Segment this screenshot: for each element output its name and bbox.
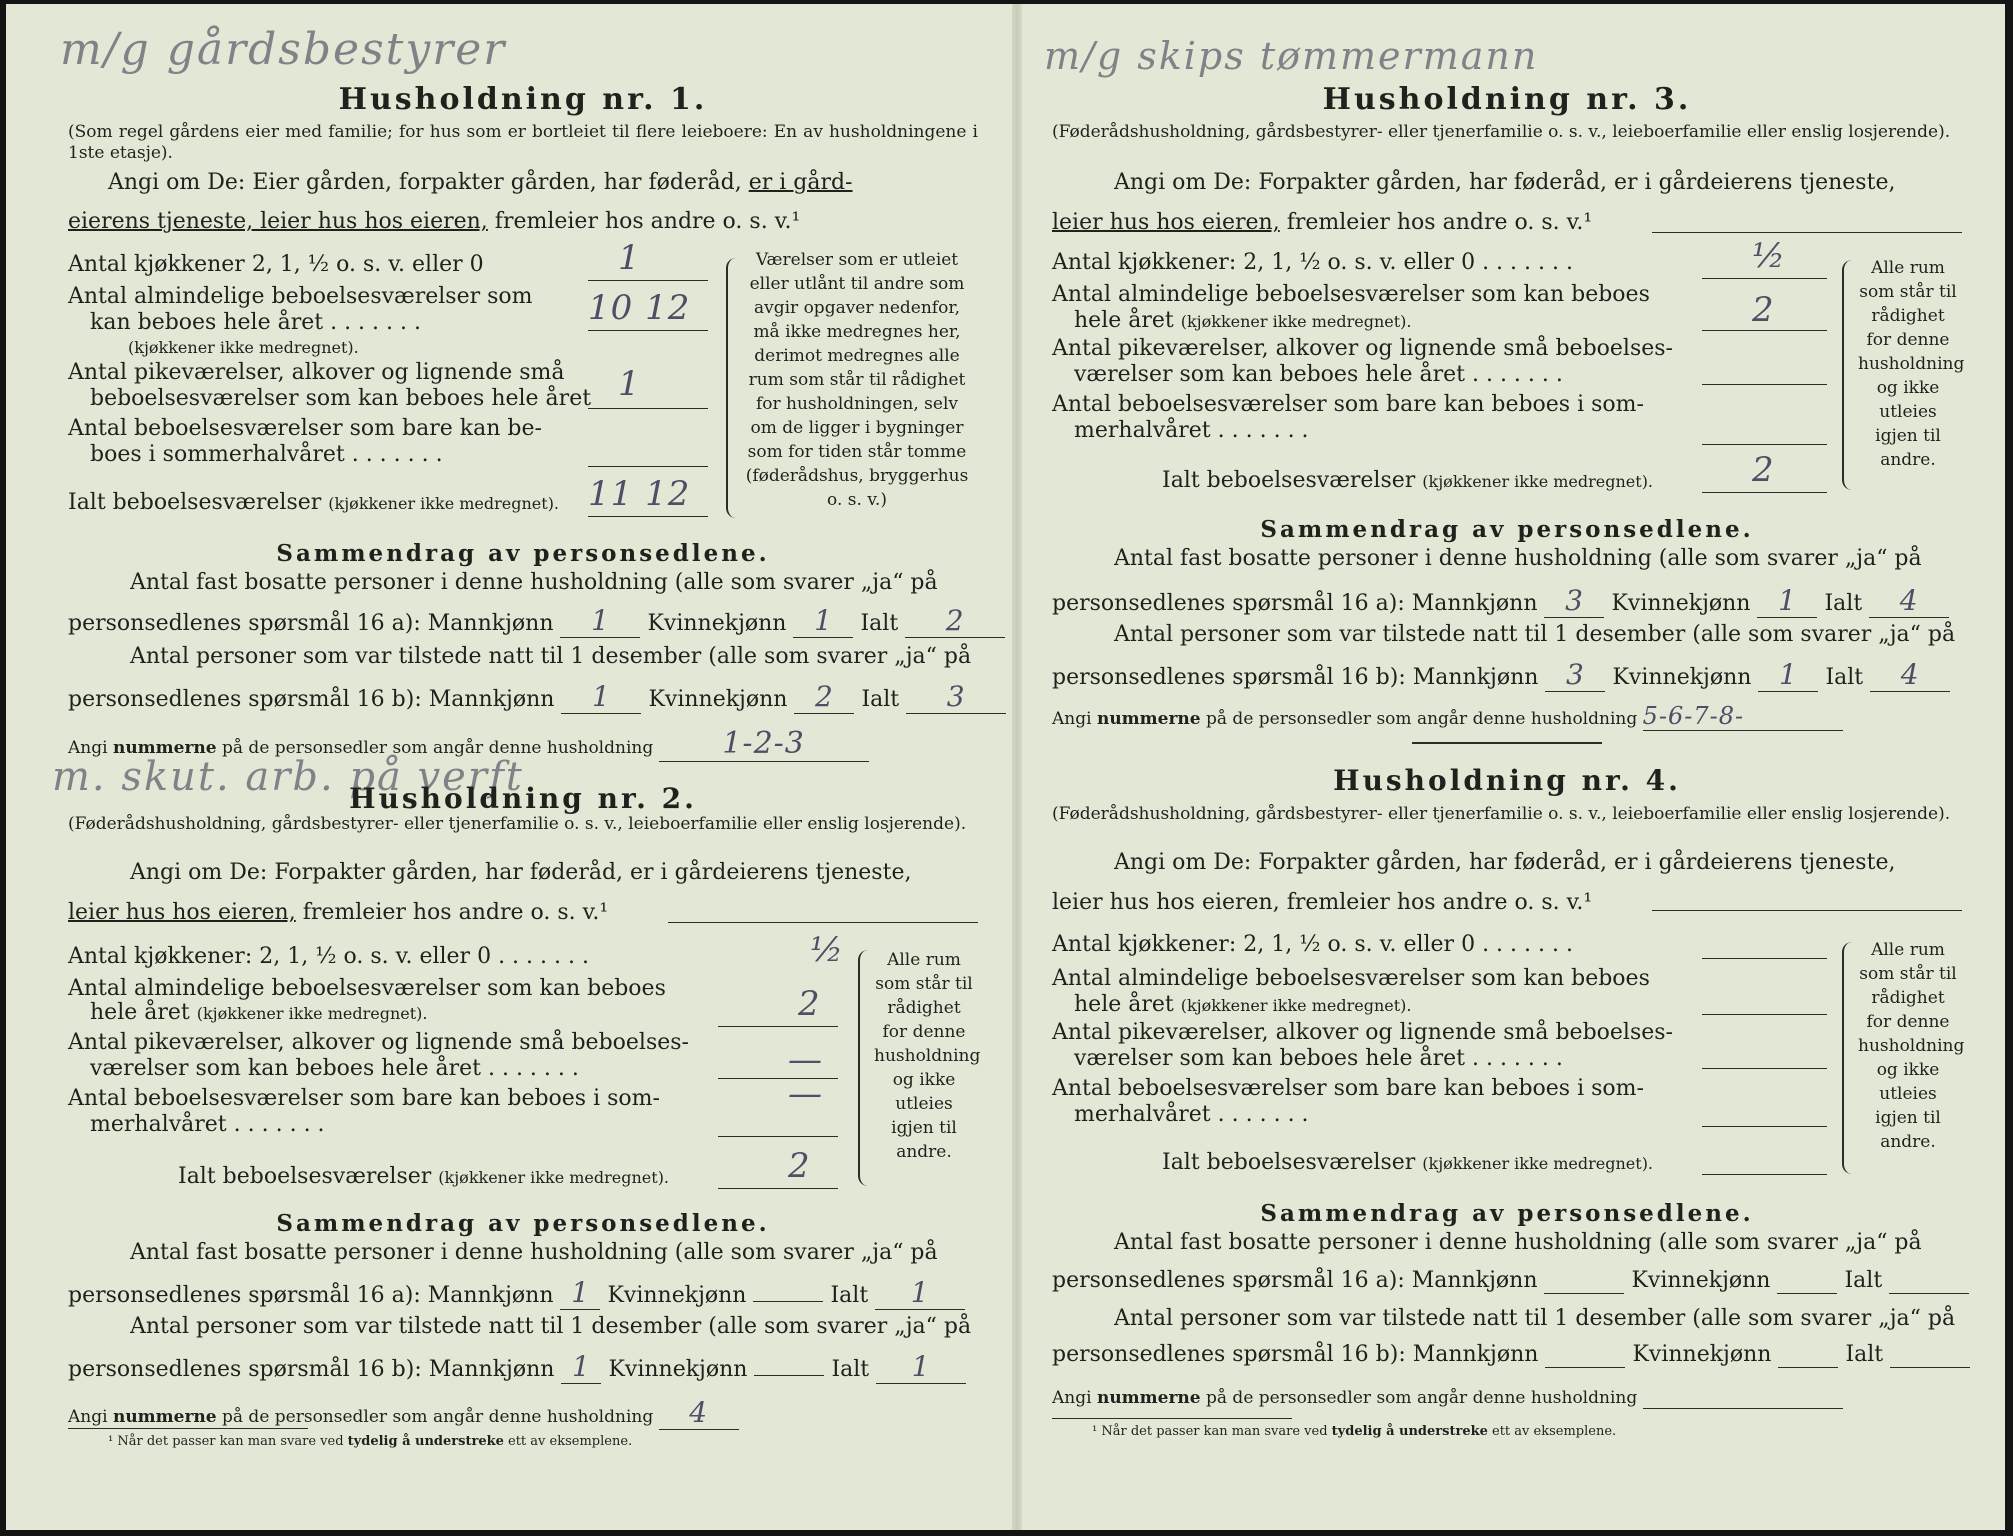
h1-kjokken-value: 1 — [618, 238, 641, 278]
h1-ialt-small: (kjøkkener ikke medregnet). — [328, 494, 560, 513]
h2-sommer-dots: . . . . . . . — [233, 1112, 325, 1137]
h2-alm-line — [718, 1026, 838, 1027]
h4-til-ialt — [1890, 1342, 1970, 1368]
h4-kjokken-text: Antal kjøkkener: 2, 1, ½ o. s. v. eller 0 — [1052, 932, 1476, 957]
household-3-title — [1052, 82, 1962, 117]
h2-numre-bold: nummerne — [112, 1407, 217, 1427]
h1-pike-line — [588, 408, 708, 409]
h1-angi-underlined-2: eierens tjeneste, leier hus hos eieren, — [68, 209, 488, 234]
h3-summary-title: Sammendrag av personsedlene. — [1260, 516, 1754, 543]
h4-ialt-line — [1702, 1174, 1827, 1175]
h2-til-kvinne — [754, 1375, 824, 1376]
h3-kjokken-dots: . . . . . . . — [1482, 250, 1573, 275]
h1-alm-label-3: (kjøkkener ikke medregnet). — [128, 338, 359, 357]
h1-tilstede-label: Antal personer som var tilstede natt til 1 desember (alle som svarer „ja“ på — [130, 644, 972, 669]
h4-pike-dots: . . . . . . . — [1471, 1046, 1563, 1071]
h2-angi-line — [668, 922, 978, 923]
h3-sommer-label-2 — [1074, 418, 1309, 443]
h3-til-ialt: 4 — [1870, 658, 1950, 692]
h3-angi-underlined: leier hus hos eieren, — [1052, 210, 1280, 235]
h2-sommer-line — [718, 1136, 838, 1137]
h3-ialt-value: 2 — [1752, 450, 1775, 490]
h2-side-note: Alle rum som står til rådighet for denne husholdning og ikke utleies igjen til andre. — [874, 950, 981, 1162]
h2-pike-text: værelser som kan beboes hele året — [90, 1056, 481, 1081]
household-2-title — [68, 782, 978, 815]
h3-kjokken-value: ½ — [1752, 236, 1786, 276]
h3-numre-pre: Angi — [1052, 709, 1092, 729]
h3-sommer-text: merhalvåret — [1074, 418, 1211, 443]
h3-ialt-small: (kjøkkener ikke medregnet). — [1422, 472, 1654, 491]
h1-numre-pre: Angi — [68, 738, 108, 758]
right-footnote-bold: tydelig å understreke — [1331, 1424, 1488, 1439]
h4-til-kvinne — [1778, 1342, 1838, 1368]
h3-numre-row — [1052, 702, 1843, 731]
h1-alm-line — [588, 330, 708, 331]
h2-pike-dots: . . . . . . . — [487, 1056, 579, 1081]
h3-alm-value: 2 — [1752, 290, 1775, 330]
h1-q16b-label: personsedlenes spørsmål 16 b): Mannkjønn — [68, 687, 555, 712]
h4-numre-pre: Angi — [1052, 1388, 1092, 1408]
household-3-heading: Husholdning nr. 3. — [1322, 82, 1692, 117]
h1-til-kvinne-label: Kvinnekjønn — [648, 687, 788, 712]
h2-til-kvinne-label: Kvinnekjønn — [608, 1357, 748, 1382]
h1-alm-label-2-text: kan beboes hele året — [90, 310, 324, 335]
h3-sommer-label-1: Antal beboelsesværelser som bare kan beboes i som- — [1052, 392, 1644, 417]
h2-til-ialt: 1 — [876, 1350, 966, 1384]
h4-side-brace — [1842, 942, 1858, 1174]
h2-kjokken-dots: . . . . . . . — [498, 944, 589, 969]
h4-q16a-row — [1052, 1268, 1969, 1294]
h4-ialt-text: Ialt beboelsesværelser — [1162, 1150, 1416, 1175]
h3-tilstede-label: Antal personer som var tilstede natt til 1 desember (alle som svarer „ja“ på — [1114, 622, 1956, 647]
h2-ialt-line — [718, 1188, 838, 1189]
h4-fast-ialt-label: Ialt — [1844, 1268, 1883, 1293]
h3-ialt-label — [1162, 468, 1653, 493]
h2-angi-line2 — [68, 900, 608, 925]
left-footnote-pre: ¹ Når det passer kan man svare ved — [108, 1434, 344, 1449]
h1-til-mann: 1 — [561, 680, 641, 714]
h2-ialt-text: Ialt beboelsesværelser — [178, 1164, 432, 1189]
h4-alm-text: hele året — [1074, 992, 1174, 1017]
h3-fast-label: Antal fast bosatte personer i denne husholdning (alle som svarer „ja“ på — [1114, 546, 1922, 571]
h3-fast-mann: 3 — [1544, 584, 1604, 618]
h1-sommer-dots: . . . . . . . — [351, 442, 443, 467]
household-4-note: (Føderådshusholdning, gårdsbestyrer- eller tjenerfamilie o. s. v., leieboerfamilie eller enslig losjerende). — [1052, 804, 1951, 824]
h1-angi-underlined: er i gård- — [748, 170, 853, 195]
h1-angi-line1 — [108, 170, 853, 195]
h1-sommer-text: boes i sommerhalvåret — [90, 442, 345, 467]
h1-pike-label-2: beboelsesværelser som kan beboes hele året — [90, 386, 592, 411]
h2-numre-post: på de personsedler som angår denne husholdning — [222, 1407, 654, 1427]
h2-pike-label-1: Antal pikeværelser, alkover og lignende små beboelses- — [68, 1030, 689, 1055]
h3-numre-value: 5-6-7-8- — [1643, 702, 1843, 731]
h2-angi-post: fremleier hos andre o. s. v.¹ — [302, 900, 609, 925]
h2-kjokken-label — [68, 944, 589, 969]
h1-fast-ialt-label: Ialt — [860, 611, 899, 636]
h1-pike-label-1: Antal pikeværelser, alkover og lignende små — [68, 360, 565, 385]
household-3-note: (Føderådshusholdning, gårdsbestyrer- eller tjenerfamilie o. s. v., leieboerfamilie eller enslig losjerende). — [1052, 122, 1951, 142]
h2-kjokken-value: ½ — [810, 930, 844, 970]
h1-numre-post: på de personsedler som angår denne husholdning — [222, 738, 654, 758]
h3-alm-line — [1702, 330, 1827, 331]
h1-alm-label-1: Antal almindelige beboelsesværelser som — [68, 284, 533, 309]
h3-sommer-line — [1702, 444, 1827, 445]
h2-angi-underlined: leier hus hos eieren, — [68, 900, 296, 925]
h4-sommer-dots: . . . . . . . — [1217, 1102, 1309, 1127]
h4-angi-line2 — [1052, 890, 1592, 915]
h3-ialt-text: Ialt beboelsesværelser — [1162, 468, 1416, 493]
h3-til-kvinne: 1 — [1758, 658, 1818, 692]
h2-pike-label-2 — [90, 1056, 579, 1081]
h3-q16a-row — [1052, 584, 1949, 618]
h2-ialt-small: (kjøkkener ikke medregnet). — [438, 1168, 670, 1187]
h1-q16a-label: personsedlenes spørsmål 16 a): Mannkjønn — [68, 611, 554, 636]
right-footnote-rule — [1052, 1418, 1292, 1419]
h4-til-mann — [1545, 1342, 1625, 1368]
household-1-title — [68, 82, 978, 117]
h1-kjokken-line — [588, 280, 708, 281]
h2-pike-value: — — [788, 1040, 823, 1080]
household-4-heading: Husholdning nr. 4. — [1333, 764, 1681, 797]
h1-side-brace — [726, 258, 742, 518]
h2-q16b-label: personsedlenes spørsmål 16 b): Mannkjønn — [68, 1357, 555, 1382]
h3-til-mann: 3 — [1545, 658, 1605, 692]
h3-fast-kvinne-label: Kvinnekjønn — [1611, 591, 1751, 616]
h3-alm-text: hele året — [1074, 308, 1174, 333]
h4-alm-line — [1702, 1014, 1827, 1015]
h4-ialt-small: (kjøkkener ikke medregnet). — [1422, 1154, 1654, 1173]
h2-fast-ialt: 1 — [875, 1276, 965, 1310]
h1-ialt-label — [68, 490, 559, 515]
h2-q16a-row — [68, 1276, 965, 1310]
h1-fast-ialt: 2 — [905, 604, 1005, 638]
h4-angi-line1: Angi om De: Forpakter gården, har føderåd, er i gårdeierens tjeneste, — [1114, 850, 1896, 875]
h2-q16a-label: personsedlenes spørsmål 16 a): Mannkjønn — [68, 1283, 554, 1308]
h1-fast-label: Antal fast bosatte personer i denne husholdning (alle som svarer „ja“ på — [130, 570, 938, 595]
h1-kjokken-label: Antal kjøkkener 2, 1, ½ o. s. v. eller 0 — [68, 252, 484, 277]
handwritten-occupation-h3: m/g skips tømmermann — [1044, 34, 1539, 78]
h2-fast-label: Antal fast bosatte personer i denne husholdning (alle som svarer „ja“ på — [130, 1240, 938, 1265]
h2-q16b-row — [68, 1350, 966, 1384]
h1-summary-title: Sammendrag av personsedlene. — [276, 540, 770, 567]
right-footnote-pre: ¹ Når det passer kan man svare ved — [1092, 1424, 1328, 1439]
h4-alm-label-2 — [1074, 992, 1411, 1017]
h3-pike-label-1: Antal pikeværelser, alkover og lignende små beboelses- — [1052, 336, 1673, 361]
h1-pike-value: 1 — [618, 364, 641, 404]
h2-fast-kvinne — [753, 1301, 823, 1302]
h3-til-kvinne-label: Kvinnekjønn — [1612, 665, 1752, 690]
h2-numre-row — [68, 1396, 739, 1430]
h1-sommer-label-2 — [90, 442, 443, 467]
h1-fast-kvinne-label: Kvinnekjønn — [647, 611, 787, 636]
h1-q16a-row — [68, 604, 1005, 638]
h3-pike-line — [1702, 384, 1827, 385]
h2-summary-title: Sammendrag av personsedlene. — [276, 1210, 770, 1237]
h1-ialt-line — [588, 516, 708, 517]
h2-til-ialt-label: Ialt — [831, 1357, 870, 1382]
h4-fast-kvinne-label: Kvinnekjønn — [1631, 1268, 1771, 1293]
h4-til-kvinne-label: Kvinnekjønn — [1632, 1342, 1772, 1367]
h2-alm-label-1: Antal almindelige beboelsesværelser som kan beboes — [68, 976, 666, 1001]
h2-alm-value: 2 — [798, 984, 821, 1024]
h4-pike-text: værelser som kan beboes hele året — [1074, 1046, 1465, 1071]
h1-numre-value: 1-2-3 — [659, 726, 869, 762]
h2-tilstede-label: Antal personer som var tilstede natt til 1 desember (alle som svarer „ja“ på — [130, 1314, 972, 1339]
h3-pike-dots: . . . . . . . — [1471, 362, 1563, 387]
h4-numre-bold: nummerne — [1096, 1388, 1201, 1408]
h3-angi-line — [1652, 232, 1962, 233]
h4-alm-label-1: Antal almindelige beboelsesværelser som kan beboes — [1052, 966, 1650, 991]
h2-ialt-label — [178, 1164, 669, 1189]
h4-sommer-text: merhalvåret — [1074, 1102, 1211, 1127]
h3-pike-label-2 — [1074, 362, 1563, 387]
h2-side-brace — [858, 950, 874, 1186]
h3-q16b-label: personsedlenes spørsmål 16 b): Mannkjønn — [1052, 665, 1539, 690]
h3-sommer-dots: . . . . . . . — [1217, 418, 1309, 443]
h1-alm-value: 10 12 — [588, 288, 691, 328]
handwritten-occupation-h2: m. skut. arb. på verft — [52, 754, 524, 800]
h4-numre-value — [1643, 1388, 1843, 1409]
h4-angi-post: fremleier hos andre o. s. v.¹ — [1286, 890, 1593, 915]
h3-q16b-row — [1052, 658, 1950, 692]
h3-fast-ialt-label: Ialt — [1824, 591, 1863, 616]
right-footnote-post: ett av eksemplene. — [1492, 1424, 1617, 1439]
h2-sommer-label-2 — [90, 1112, 325, 1137]
household-1-note: (Som regel gårdens eier med familie; for hus som er bortleiet til flere leieboere: En av husholdningene i 1ste etasje). — [68, 122, 978, 163]
right-page — [1044, 4, 1965, 1530]
h2-alm-small: (kjøkkener ikke medregnet). — [196, 1004, 428, 1023]
left-footnote — [108, 1434, 632, 1449]
h4-alm-small: (kjøkkener ikke medregnet). — [1180, 996, 1412, 1015]
left-footnote-rule — [68, 1428, 308, 1429]
h3-fast-kvinne: 1 — [1757, 584, 1817, 618]
h4-q16b-row — [1052, 1342, 1970, 1368]
h2-numre-value: 4 — [659, 1396, 739, 1430]
h1-angi-text-2: fremleier hos andre o. s. v.¹ — [494, 209, 801, 234]
h2-kjokken-text: Antal kjøkkener: 2, 1, ½ o. s. v. eller 0 — [68, 944, 492, 969]
household-2-note: (Føderådshusholdning, gårdsbestyrer- eller tjenerfamilie o. s. v., leieboerfamilie eller enslig losjerende). — [68, 814, 967, 834]
h4-numre-post: på de personsedler som angår denne husholdning — [1206, 1388, 1638, 1408]
h3-numre-post: på de personsedler som angår denne husholdning — [1206, 709, 1638, 729]
h4-kjokken-line — [1702, 958, 1827, 959]
h4-fast-mann — [1544, 1268, 1624, 1294]
h4-sommer-label-1: Antal beboelsesværelser som bare kan beboes i som- — [1052, 1076, 1644, 1101]
h1-numre-bold: nummerne — [112, 738, 217, 758]
h3-angi-post: fremleier hos andre o. s. v.¹ — [1286, 210, 1593, 235]
h1-sommer-line — [588, 466, 708, 467]
h3-kjokken-text: Antal kjøkkener: 2, 1, ½ o. s. v. eller 0 — [1052, 250, 1476, 275]
census-form-sheet — [6, 4, 2005, 1530]
h2-til-mann: 1 — [561, 1350, 601, 1384]
h4-tilstede-label: Antal personer som var tilstede natt til 1 desember (alle som svarer „ja“ på — [1114, 1306, 1956, 1331]
h4-sommer-label-2 — [1074, 1102, 1309, 1127]
h4-pike-line — [1702, 1068, 1827, 1069]
h1-q16b-row — [68, 680, 1006, 714]
h4-sommer-line — [1702, 1126, 1827, 1127]
left-footnote-bold: tydelig å understreke — [347, 1434, 504, 1449]
left-footnote-post: ett av eksemplene. — [508, 1434, 633, 1449]
h1-til-ialt-label: Ialt — [861, 687, 900, 712]
h3-side-note: Alle rum som står til rådighet for denne husholdning og ikke utleies igjen til andre. — [1858, 258, 1965, 470]
h4-angi-line — [1652, 910, 1962, 911]
h4-ialt-label — [1162, 1150, 1653, 1175]
page-fold — [1012, 4, 1022, 1530]
h1-til-kvinne: 2 — [794, 680, 854, 714]
h1-fast-mann: 1 — [560, 604, 640, 638]
h3-kjokken-line — [1702, 278, 1827, 279]
h3-pike-text: værelser som kan beboes hele året — [1074, 362, 1465, 387]
h2-alm-label-2 — [90, 1000, 427, 1025]
h4-q16b-label: personsedlenes spørsmål 16 b): Mannkjønn — [1052, 1342, 1539, 1367]
h4-summary-title: Sammendrag av personsedlene. — [1260, 1200, 1754, 1227]
h2-fast-kvinne-label: Kvinnekjønn — [607, 1283, 747, 1308]
h3-kjokken-label — [1052, 250, 1573, 275]
h4-pike-label-2 — [1074, 1046, 1563, 1071]
household-4-title — [1052, 764, 1962, 797]
h2-fast-mann: 1 — [560, 1276, 600, 1310]
h1-angi-text: Angi om De: Eier gården, forpakter gården, har føderåd, — [108, 170, 742, 195]
h1-ialt-value: 11 12 — [588, 474, 691, 514]
h2-ialt-value: 2 — [788, 1146, 811, 1186]
h4-kjokken-dots: . . . . . . . — [1482, 932, 1573, 957]
household-1-heading: Husholdning nr. 1. — [338, 82, 708, 117]
h1-til-ialt: 3 — [906, 680, 1006, 714]
h4-side-note: Alle rum som står til rådighet for denne husholdning og ikke utleies igjen til andre. — [1858, 940, 1965, 1152]
h1-ialt-text: Ialt beboelsesværelser — [68, 490, 322, 515]
h2-sommer-label-1: Antal beboelsesværelser som bare kan beboes i som- — [68, 1086, 660, 1111]
h4-kjokken-label — [1052, 932, 1573, 957]
household-2-heading: Husholdning nr. 2. — [349, 782, 697, 815]
h4-fast-kvinne — [1777, 1268, 1837, 1294]
h4-pike-label-1: Antal pikeværelser, alkover og lignende små beboelses- — [1052, 1020, 1673, 1045]
h3-til-ialt-label: Ialt — [1825, 665, 1864, 690]
h1-fast-kvinne: 1 — [793, 604, 853, 638]
h4-q16a-label: personsedlenes spørsmål 16 a): Mannkjønn — [1052, 1268, 1538, 1293]
h3-side-brace — [1842, 260, 1858, 490]
h3-alm-label-2 — [1074, 308, 1411, 333]
h2-angi-line1: Angi om De: Forpakter gården, har føderåd, er i gårdeierens tjeneste, — [130, 860, 912, 885]
h2-fast-ialt-label: Ialt — [830, 1283, 869, 1308]
household-divider — [1412, 742, 1602, 744]
h3-angi-line1: Angi om De: Forpakter gården, har føderåd, er i gårdeierens tjeneste, — [1114, 170, 1896, 195]
h4-fast-label: Antal fast bosatte personer i denne husholdning (alle som svarer „ja“ på — [1114, 1230, 1922, 1255]
h4-til-ialt-label: Ialt — [1845, 1342, 1884, 1367]
h3-fast-ialt: 4 — [1869, 584, 1949, 618]
h3-alm-label-1: Antal almindelige beboelsesværelser som kan beboes — [1052, 282, 1650, 307]
left-page — [52, 4, 981, 1530]
right-footnote — [1092, 1424, 1616, 1439]
h2-numre-pre: Angi — [68, 1407, 108, 1427]
h1-angi-line2 — [68, 209, 800, 234]
h1-sommer-label-1: Antal beboelsesværelser som bare kan be- — [68, 416, 542, 441]
h3-numre-bold: nummerne — [1096, 709, 1201, 729]
h3-angi-line2 — [1052, 210, 1592, 235]
h2-sommer-value: — — [788, 1074, 823, 1114]
h2-sommer-text: merhalvåret — [90, 1112, 227, 1137]
h3-ialt-line — [1702, 492, 1827, 493]
handwritten-occupation-h1: m/g gårdsbestyrer — [60, 24, 507, 75]
h4-angi-pre: leier hus hos eieren, — [1052, 890, 1280, 915]
h1-alm-label-2 — [90, 310, 421, 335]
h4-fast-ialt — [1889, 1268, 1969, 1294]
h3-q16a-label: personsedlenes spørsmål 16 a): Mannkjønn — [1052, 591, 1538, 616]
h3-alm-small: (kjøkkener ikke medregnet). — [1180, 312, 1412, 331]
h1-side-note: Værelser som er utleiet eller utlånt til andre som avgir opgaver nedenfor, må ikke medregnes her, derimot medregnes alle rum som står til rådighet for husholdningen, selv om de ligger i bygninger som for tiden står tomme (føderådshus, bryggerhus o. s. v.) — [745, 250, 969, 510]
h4-numre-row — [1052, 1388, 1843, 1409]
h2-alm-text: hele året — [90, 1000, 190, 1025]
h1-alm-dots: . . . . . . . — [330, 310, 421, 335]
